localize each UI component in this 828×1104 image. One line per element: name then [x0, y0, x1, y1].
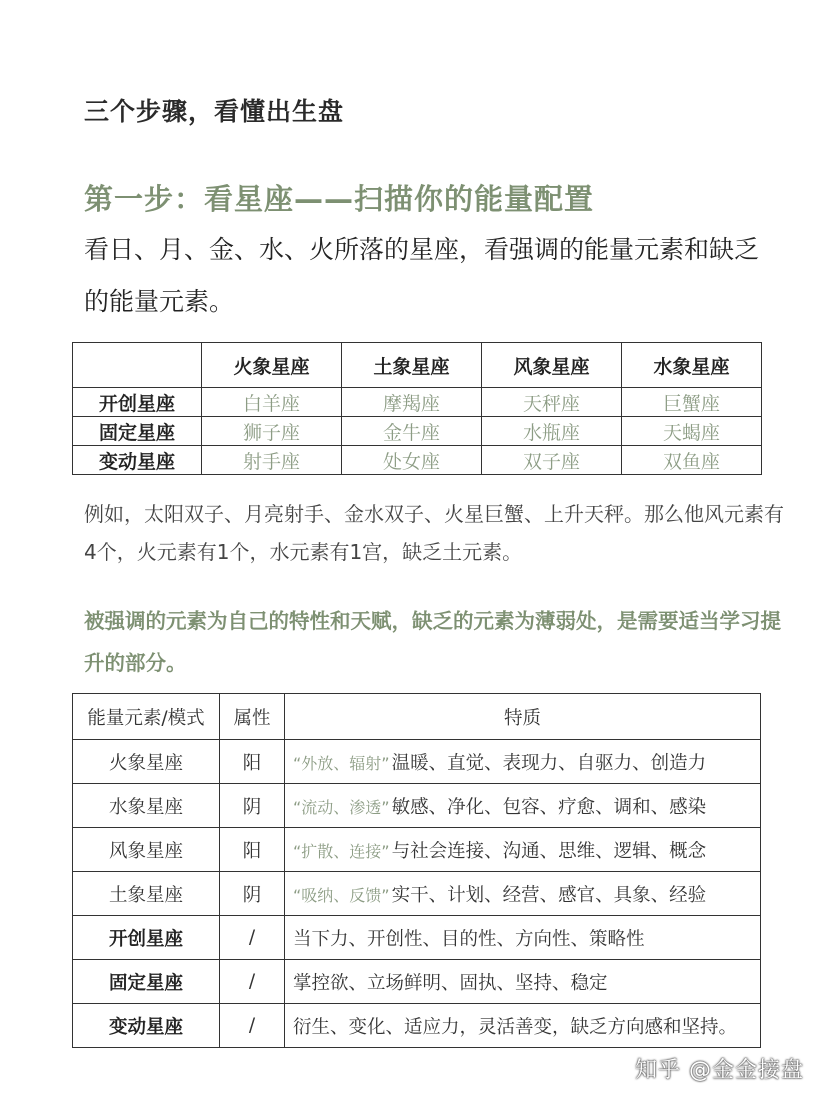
step1-heading: 第一步：看星座——扫描你的能量配置 — [84, 182, 595, 216]
table-header-cell: 风象星座 — [482, 343, 622, 388]
table-header-cell: 能量元素/模式 — [73, 694, 220, 740]
table-header-cell: 属性 — [220, 694, 285, 740]
example-paragraph: 例如，太阳双子、月亮射手、金水双子、火星巨蟹、上升天秤。那么他风元素有4个，火元素有1个，水元素有1宫，缺乏土元素。 — [84, 502, 784, 564]
traits-cell — [285, 828, 761, 872]
table-cell: 天秤座 — [482, 388, 622, 417]
element-cell: 变动星座 — [73, 1004, 220, 1048]
keyword: “吸纳、反馈” — [293, 885, 390, 905]
table-header-row — [73, 343, 762, 388]
table-cell: 处女座 — [342, 446, 482, 475]
attribute-cell: 阳 — [220, 740, 285, 784]
keyword: “扩散、连接” — [293, 841, 390, 861]
element-cell: 水象星座 — [73, 784, 220, 828]
element-cell: 开创星座 — [73, 916, 220, 960]
table-header-cell: 水象星座 — [622, 343, 762, 388]
attribute-cell: / — [220, 1004, 285, 1048]
table-cell: 摩羯座 — [342, 388, 482, 417]
keyword: “外放、辐射” — [293, 753, 390, 773]
attribute-cell: 阳 — [220, 828, 285, 872]
traits-cell — [285, 916, 761, 960]
table-row — [73, 740, 761, 784]
traits-cell — [285, 1004, 761, 1048]
keyword: “流动、渗透” — [293, 797, 390, 817]
traits-cell — [285, 960, 761, 1004]
traits-cell — [285, 872, 761, 916]
row-label: 固定星座 — [73, 417, 202, 446]
element-traits-table — [72, 693, 761, 1048]
traits-text: 掌控欲、立场鲜明、固执、坚持、稳定 — [293, 972, 608, 994]
table-header-cell — [73, 343, 202, 388]
traits-text: 当下力、开创性、目的性、方向性、策略性 — [293, 928, 645, 950]
step1-intro: 看日、月、金、水、火所落的星座，看强调的能量元素和缺乏的能量元素。 — [84, 235, 760, 316]
traits-cell — [285, 740, 761, 784]
table-row — [73, 388, 762, 417]
attribute-cell: 阴 — [220, 872, 285, 916]
table-cell: 狮子座 — [202, 417, 342, 446]
attribute-cell: 阴 — [220, 784, 285, 828]
row-label: 开创星座 — [73, 388, 202, 417]
traits-text: 实干、计划、经营、感官、具象、经验 — [391, 884, 707, 906]
element-cell: 土象星座 — [73, 872, 220, 916]
attribute-cell: / — [220, 916, 285, 960]
table-row — [73, 784, 761, 828]
table-row — [73, 417, 762, 446]
row-label: 变动星座 — [73, 446, 202, 475]
table-cell: 金牛座 — [342, 417, 482, 446]
table-cell: 双子座 — [482, 446, 622, 475]
table-row — [73, 1004, 761, 1048]
table-row — [73, 828, 761, 872]
table-header-cell: 火象星座 — [202, 343, 342, 388]
traits-cell — [285, 784, 761, 828]
table-row — [73, 872, 761, 916]
element-cell: 固定星座 — [73, 960, 220, 1004]
table-header-cell: 特质 — [285, 694, 761, 740]
table-cell: 射手座 — [202, 446, 342, 475]
watermark: 知乎 @金金接盘 — [635, 1058, 804, 1083]
element-cell: 火象星座 — [73, 740, 220, 784]
table-cell: 天蝎座 — [622, 417, 762, 446]
zodiac-element-table — [72, 342, 762, 475]
table-row — [73, 916, 761, 960]
traits-text: 衍生、变化、适应力，灵活善变，缺乏方向感和坚持。 — [293, 1016, 738, 1038]
table-header-row — [73, 694, 761, 740]
table-cell: 巨蟹座 — [622, 388, 762, 417]
table-cell: 水瓶座 — [482, 417, 622, 446]
table-row — [73, 446, 762, 475]
attribute-cell: / — [220, 960, 285, 1004]
highlight-paragraph: 被强调的元素为自己的特性和天赋，缺乏的元素为薄弱处，是需要适当学习提升的部分。 — [84, 609, 781, 675]
element-cell: 风象星座 — [73, 828, 220, 872]
traits-text: 温暖、直觉、表现力、自驱力、创造力 — [391, 752, 707, 774]
traits-text: 与社会连接、沟通、思维、逻辑、概念 — [391, 840, 707, 862]
page-title: 三个步骤，看懂出生盘 — [84, 97, 345, 126]
table-cell: 双鱼座 — [622, 446, 762, 475]
traits-text: 敏感、净化、包容、疗愈、调和、感染 — [391, 796, 707, 818]
table-header-cell: 土象星座 — [342, 343, 482, 388]
table-cell: 白羊座 — [202, 388, 342, 417]
table-row — [73, 960, 761, 1004]
